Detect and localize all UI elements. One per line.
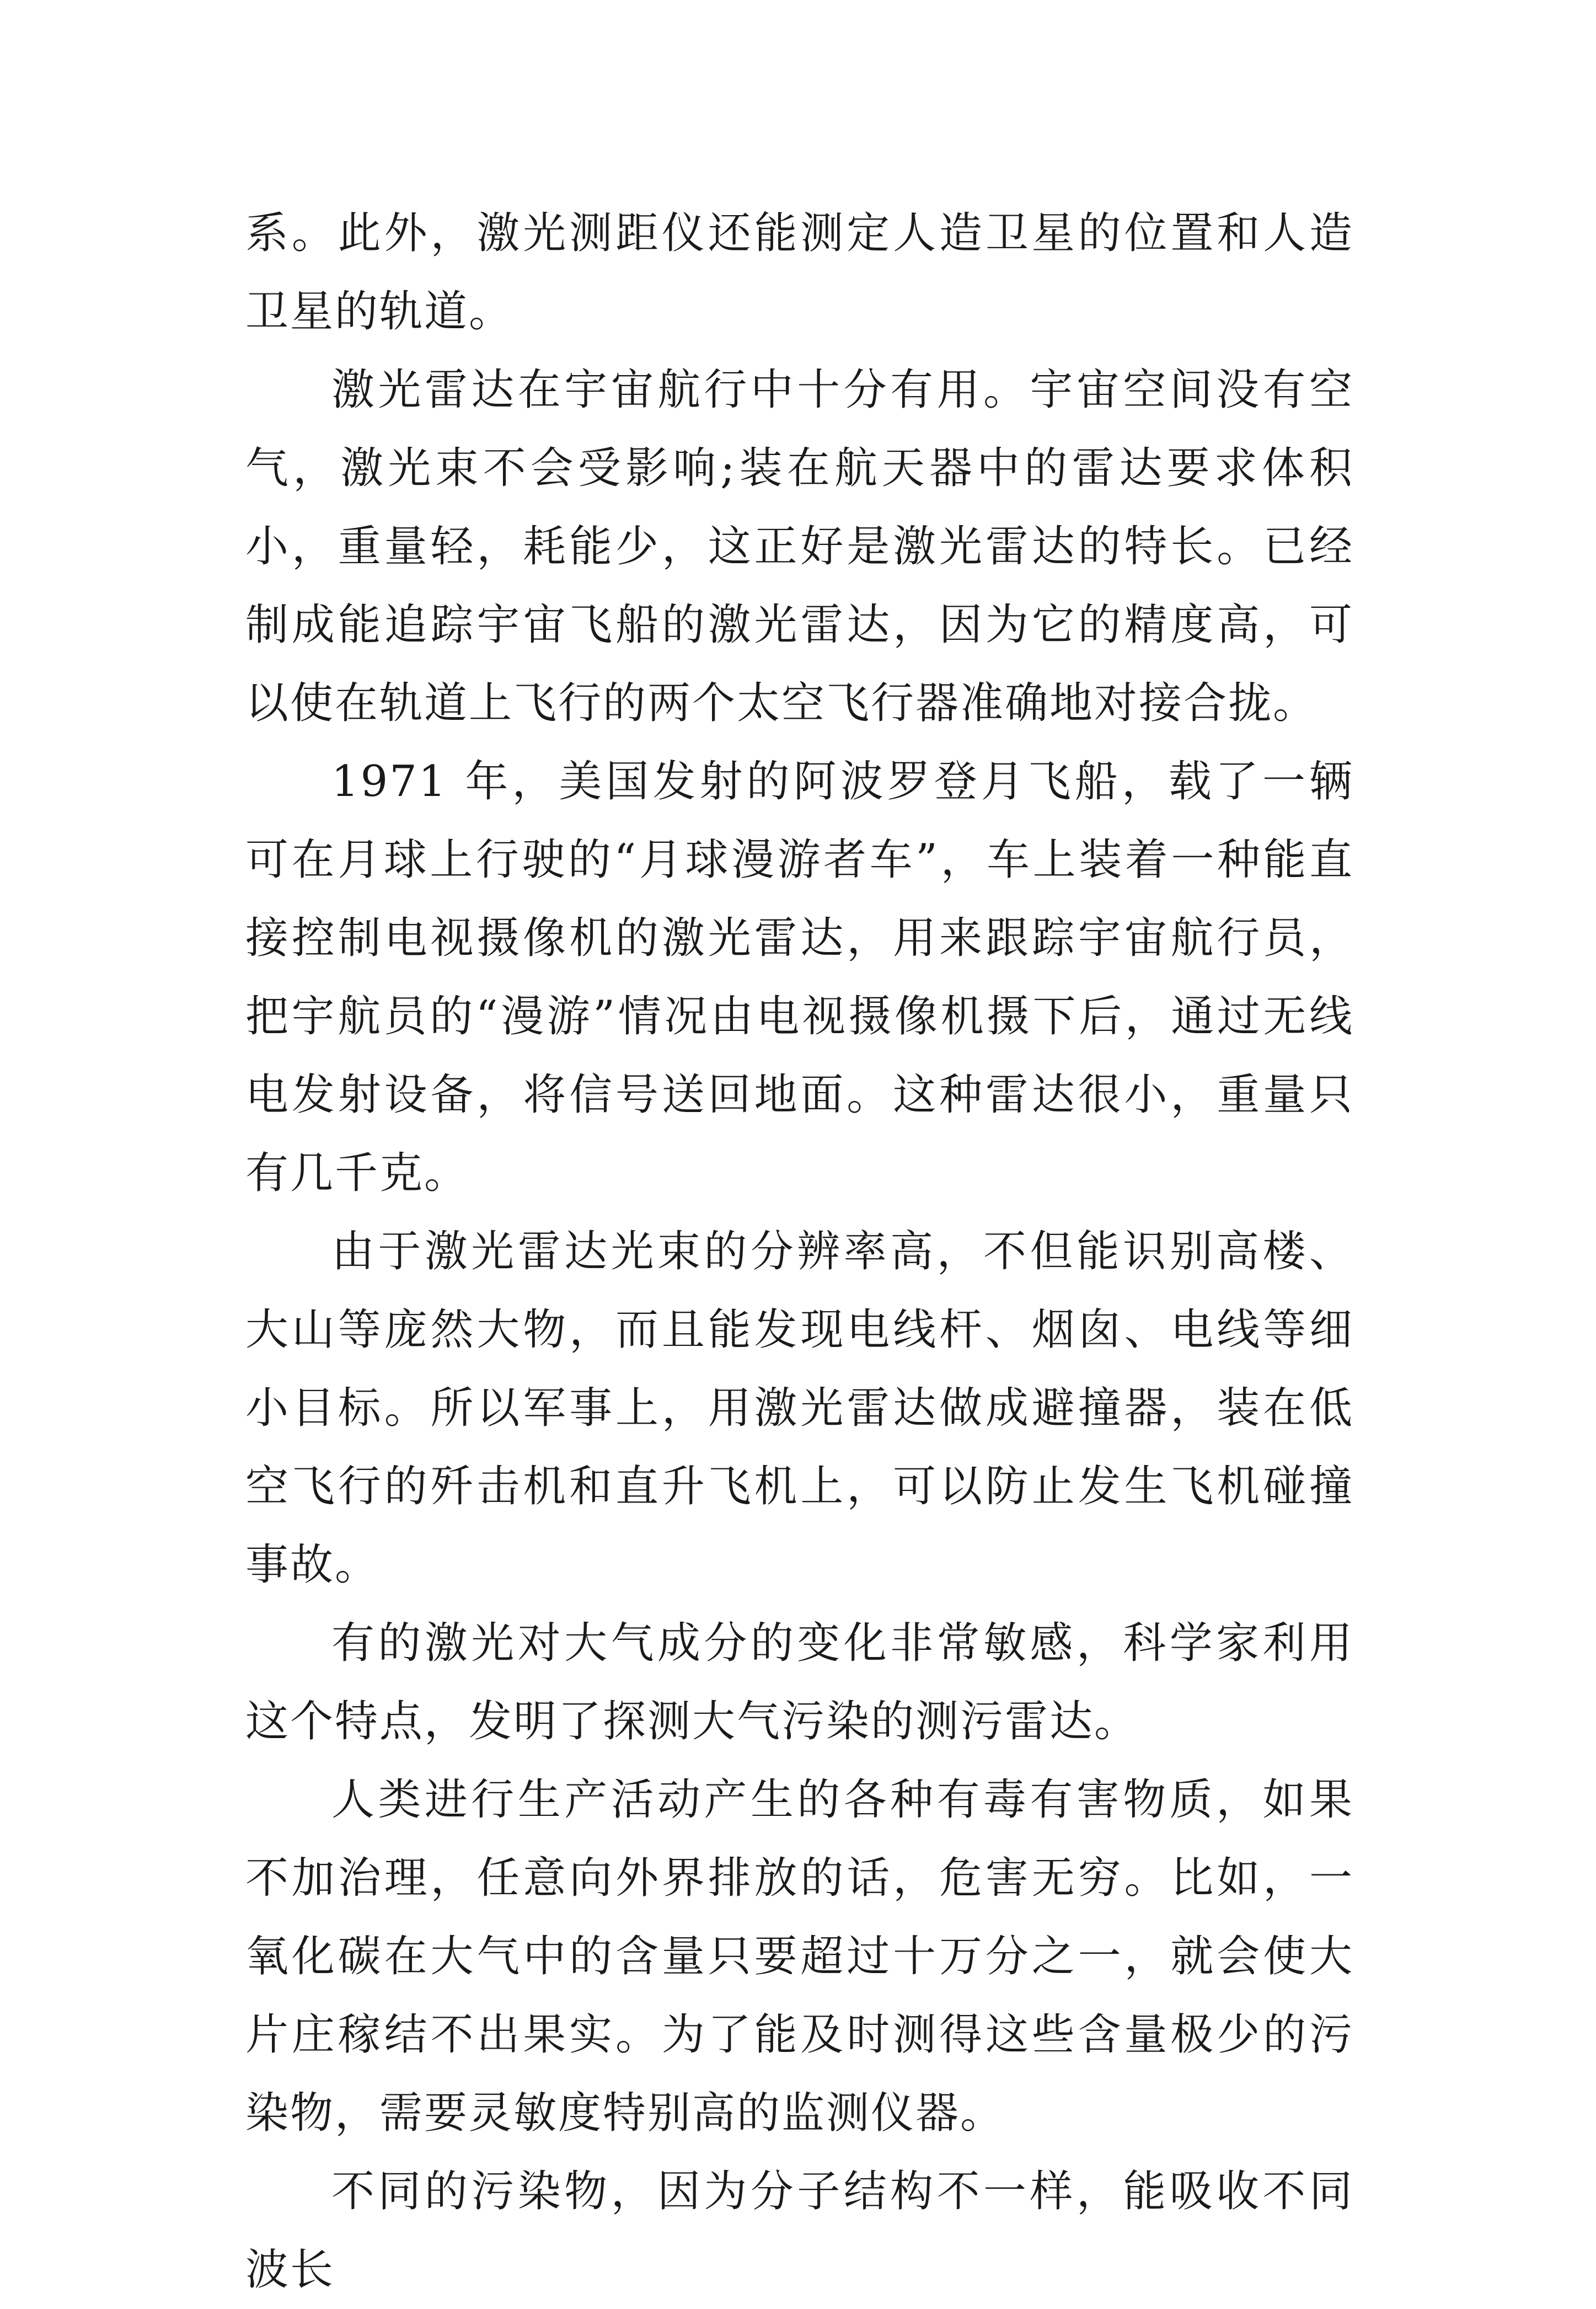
paragraph-molecular: 不同的污染物，因为分子结构不一样，能吸收不同波长: [245, 2167, 1354, 2295]
paragraph-resolution: 由于激光雷达光束的分辨率高，不但能识别高楼、大山等庞然大物，而且能发现电线杆、烟囱、电线等细小目标。所以军事上，用激光雷达做成避撞器，装在低空飞行的歼击机和直升飞机上，可以防止发生飞机碰撞事故。: [245, 1227, 1354, 1590]
paragraph-apollo: 1971 年，美国发射的阿波罗登月飞船，载了一辆可在月球上行驶的“月球漫游者车”，车上装着一种能直接控制电视摄像机的激光雷达，用来跟踪宇宙航行员，把宇航员的“漫游”情况由电视摄像机摄下后，通过无线电发射设备，将信号送回地面。这种雷达很小，重量只有几千克。: [245, 757, 1354, 1198]
paragraph-pollution-radar: 有的激光对大气成分的变化非常敏感，科学家利用这个特点，发明了探测大气污染的测污雷达。: [245, 1618, 1354, 1746]
paragraph-lidar-space: 激光雷达在宇宙航行中十分有用。宇宙空间没有空气，激光束不会受影响;装在航天器中的雷达要求体积小，重量轻，耗能少，这正好是激光雷达的特长。已经制成能追踪宇宙飞船的激光雷达，因为它的精度高，可以使在轨道上飞行的两个太空飞行器准确地对接合拢。: [245, 365, 1354, 728]
body-text: [245, 194, 1354, 2309]
paragraph-pollutants: 人类进行生产活动产生的各种有毒有害物质，如果不加治理，任意向外界排放的话，危害无穷。比如，一氧化碳在大气中的含量只要超过十万分之一，就会使大片庄稼结不出果实。为了能及时测得这些含量极少的污染物，需要灵敏度特别高的监测仪器。: [245, 1775, 1354, 2138]
paragraph-continued: 系。此外，激光测距仪还能测定人造卫星的位置和人造卫星的轨道。: [245, 209, 1354, 336]
